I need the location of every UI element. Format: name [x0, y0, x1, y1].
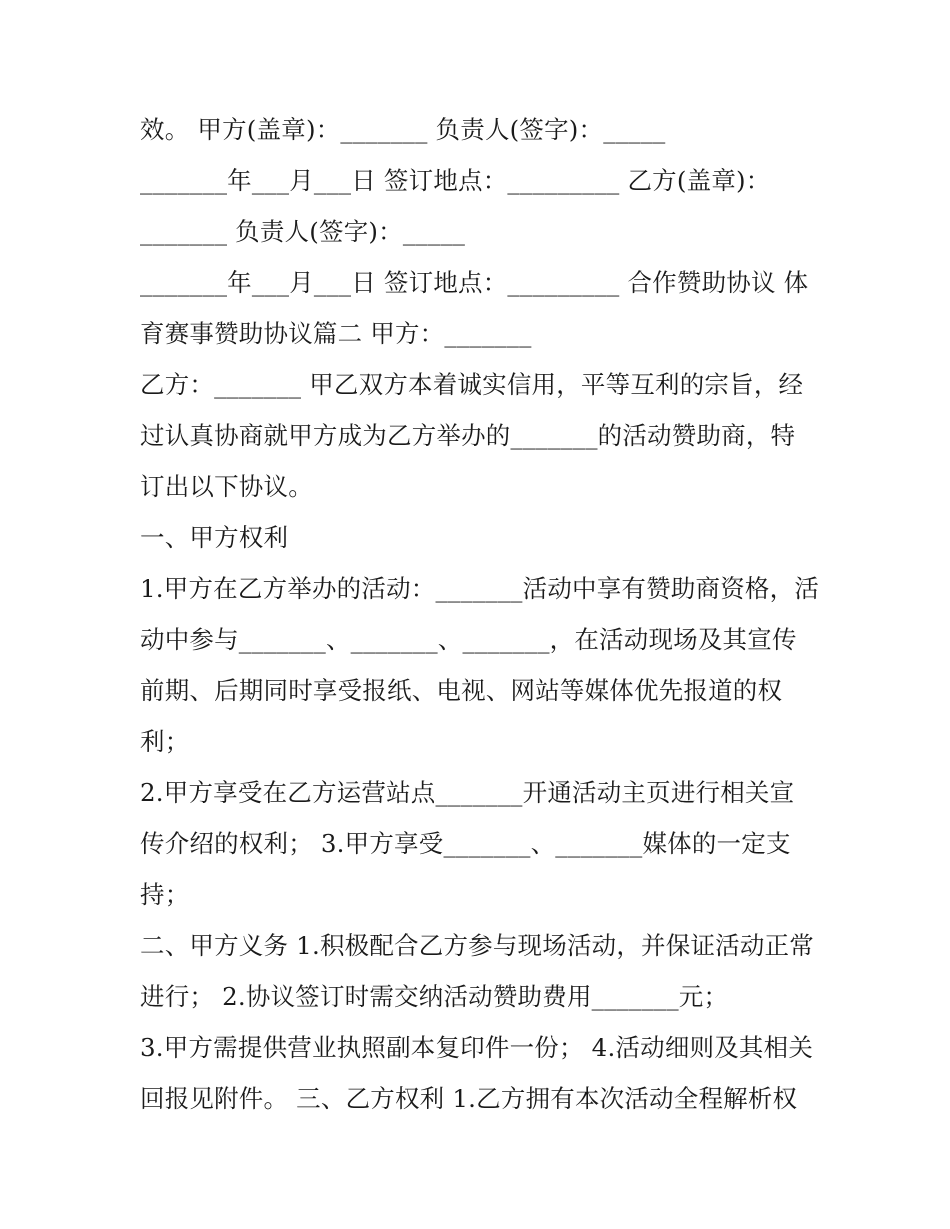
- text-line: _______ 负责人(签字)：_____: [140, 217, 466, 246]
- text-line: 二、甲方义务 1.积极配合乙方参与现场活动，并保证活动正常: [140, 931, 814, 960]
- text-line: 进行； 2.协议签订时需交纳活动赞助费用_______元；: [140, 982, 729, 1011]
- document-body: [140, 104, 820, 1124]
- text-line: _______年___月___日 签订地点：_________ 乙方(盖章)：: [140, 166, 771, 195]
- text-line: 1.甲方在乙方举办的活动：_______活动中享有赞助商资格，活: [140, 574, 820, 603]
- text-line: 效。 甲方(盖章)：_______ 负责人(签字)：_____: [140, 115, 666, 144]
- text-line: 2.甲方享受在乙方运营站点_______开通活动主页进行相关宣: [140, 778, 795, 807]
- text-line: _______年___月___日 签订地点：_________ 合作赞助协议 体: [140, 268, 809, 297]
- text-line: 前期、后期同时享受报纸、电视、网站等媒体优先报道的权: [140, 676, 783, 705]
- text-line: 过认真协商就甲方成为乙方举办的_______的活动赞助商，特: [140, 421, 796, 450]
- text-line: 持；: [140, 880, 190, 909]
- text-line: 订出以下协议。: [140, 472, 313, 501]
- text-line: 回报见附件。 三、乙方权利 1.乙方拥有本次活动全程解析权: [140, 1084, 798, 1113]
- text-line: 育赛事赞助协议篇二 甲方：_______: [140, 319, 532, 348]
- section-heading: 一、甲方权利: [140, 523, 289, 552]
- text-line: 利；: [140, 727, 190, 756]
- text-line: 乙方：_______ 甲乙双方本着诚实信用，平等互利的宗旨，经: [140, 370, 804, 399]
- text-line: 传介绍的权利； 3.甲方享受_______、_______媒体的一定支: [140, 829, 791, 858]
- text-line: 3.甲方需提供营业执照副本复印件一份； 4.活动细则及其相关: [140, 1033, 814, 1062]
- text-line: 动中参与_______、_______、_______，在活动现场及其宣传: [140, 625, 797, 654]
